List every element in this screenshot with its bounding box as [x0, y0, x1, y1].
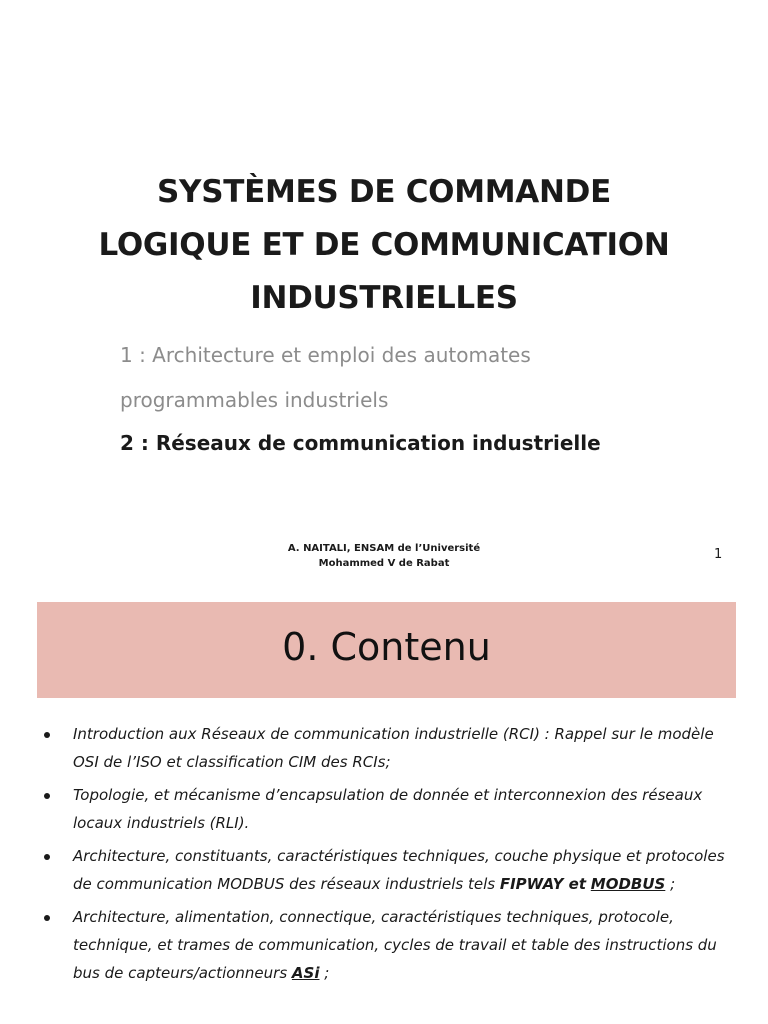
list-item [0, 842, 768, 898]
course-title [40, 166, 728, 325]
bullet-icon [44, 793, 50, 799]
subtitle-part-1-line-1: 1 : Architecture et emploi des automates [120, 343, 531, 367]
author-line-2: Mohammed V de Rabat [318, 558, 450, 569]
list-item-text-tail: ; [665, 875, 676, 893]
list-item [0, 720, 768, 776]
list-item-bold-term: FIPWAY et [499, 875, 586, 893]
page-number: 1 [714, 547, 723, 562]
course-title-line-2: LOGIQUE ET DE COMMUNICATION [98, 227, 670, 263]
list-item-text-tail: ; [319, 964, 330, 982]
section-title: 0. Contenu [282, 625, 491, 669]
author-line-1: A. NAITALI, ENSAM de l’Université [287, 543, 481, 554]
subtitle-part-1-line-2: programmables industriels [120, 388, 389, 412]
bullet-icon [44, 854, 50, 860]
contents-slide [0, 590, 768, 1024]
author-footer [234, 541, 534, 571]
bullet-icon [44, 732, 50, 738]
list-item-bold-underlined-term: ASi [291, 964, 320, 982]
list-item-bold-underlined-term: MODBUS [590, 875, 666, 893]
course-title-line-1: SYSTÈMES DE COMMANDE [157, 174, 611, 210]
list-item [0, 903, 768, 987]
list-item [0, 781, 768, 837]
contents-list [0, 720, 768, 992]
list-item-text: Introduction aux Réseaux de communication industrielle (RCI) : Rappel sur le modèle OSI de l’ISO et classification CIM des RCIs; [73, 725, 714, 771]
section-header-band [37, 602, 736, 698]
list-item-text: Topologie, et mécanisme d’encapsulation de donnée et interconnexion des réseaux locaux industriels (RLI). [73, 786, 703, 832]
bullet-icon [44, 915, 50, 921]
list-item-text: Architecture, constituants, caractéristiques techniques, couche physique et protocoles de communication MODBUS des réseaux industriels tels [73, 847, 725, 893]
subtitle-part-2: 2 : Réseaux de communication industrielle [120, 431, 601, 455]
course-title-line-3: INDUSTRIELLES [250, 280, 518, 316]
list-item-text: Architecture, alimentation, connectique, caractéristiques techniques, protocole, technique, et trames de communication, cycles de travail et table des instructions du bus de capteurs/actionneurs [73, 908, 717, 982]
